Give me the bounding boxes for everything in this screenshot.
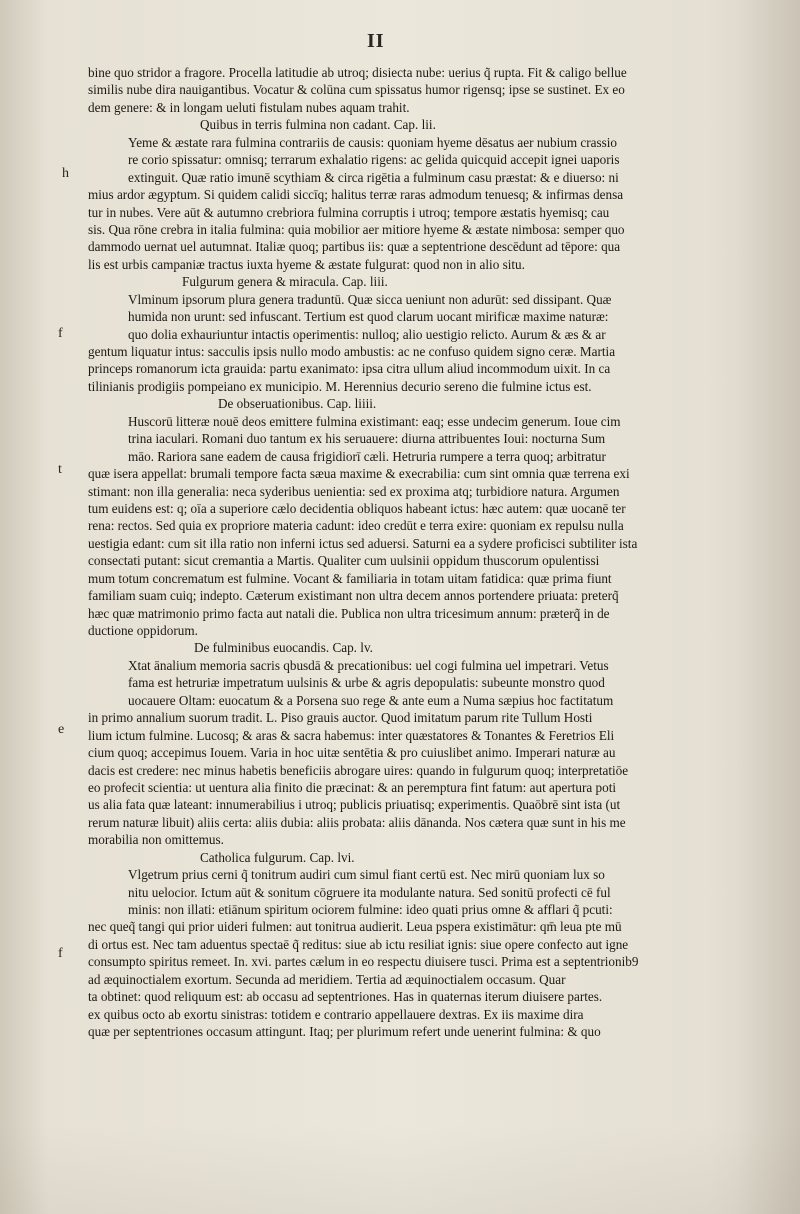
chapter-heading: Fulgurum genera & miracula. Cap. liii.: [182, 274, 388, 290]
text-line: consumpto spiritus remeet. In. xvi. partes cælum in eo respectu diuisere tusci. Prima est a septentrionib9: [88, 954, 639, 970]
text-line: ductione oppidorum.: [88, 623, 198, 638]
text-line: rerum naturæ libuit) aliis certa: aliis dubia: aliis probata: aliis dānanda. Nos cætera quæ sunt in his me: [88, 814, 626, 830]
text-line: hæc quæ matrimonio primo facta aut natali die. Publica non ultra tricesimum annum: præterq̃ in de: [88, 605, 610, 621]
text-line: trina iaculari. Romani duo tantum ex his seruauere: diurna attribuentes Ioui: nocturna Sum: [128, 431, 606, 447]
text-line: māo. Rariora sane eadem de causa frigidiorī cæli. Hetruria rumpere a terra quoq; arbitratur: [128, 448, 606, 464]
text-line: consectati putant: sicut cremantia a Martis. Qualiter cum uulsinii oppidum thuscorum opulentissi: [88, 553, 600, 569]
chapter-heading: Catholica fulgurum. Cap. lvi.: [200, 849, 355, 865]
text-line: ad æquinoctialem exortum. Secunda ad meridiem. Tertia ad æquinoctialem occasum. Quar: [88, 971, 566, 987]
text-line: nec queq̃ tangi qui prior uideri fulmen: aut tonitrua audierit. Leua pspera existimātur: qm̄ leua pte mū: [88, 919, 622, 935]
text-line: lium ictum fulmine. Lucosq; & aras & sacra habemus: inter quæstatores & Tonantes & Feretrios Eli: [88, 727, 615, 743]
main-text-block: [88, 64, 692, 1041]
text-line: uestigia edant: cum sit illa ratio non inferni ictus sed aduersi. Saturni ea a sydere proficisci subtiliter ista: [88, 535, 638, 551]
text-line: tum euidens est: q; oīa a superiore cælo decidentia obliquos habeant ictus: hæc autem: quæ uocanē ter: [88, 500, 626, 516]
text-line: Huscorū litteræ nouē deos emittere fulmina existimant: eaq; esse undecim generum. Ioue cim: [128, 413, 621, 429]
chapter-heading: Quibus in terris fulmina non cadant. Cap. lii.: [200, 117, 436, 133]
text-line: uocauere Oltam: euocatum & a Porsena suo rege & ante eum a Numa sæpius hoc factitatum: [128, 692, 614, 708]
text-line: tilinianis prodigiis pompeiano ex municipio. M. Herennius decurio sereno die fulmine ictus est.: [88, 378, 592, 394]
text-line: di ortus est. Nec tam aduentus spectaē q̃ reditus: siue ab ictu resiliat ignis: siue opere confecto aut igne: [88, 936, 629, 952]
text-line: Yeme & æstate rara fulmina contrariis de causis: quoniam hyeme dēsatus aer nubium crassio: [128, 134, 618, 150]
text-line: rena: rectos. Sed quia ex propriore materia cadunt: ideo credūt e terra exire: quoniam ex repulsu nulla: [88, 518, 624, 534]
text-line: Vlgetrum prius cerni q̃ tonitrum audiri cum simul fiant certū est. Nec mirū quoniam lux so: [128, 867, 605, 883]
text-line: sis. Qua rōne crebra in italia fulmina: quia mobilior aer mitiore hyeme & æstate nimbosa: semper quo: [88, 221, 625, 237]
guide-letter: f: [58, 946, 63, 961]
text-line: princeps romanorum icta grauida: partu exanimato: ipsa citra ullum aliud incommodum uixit. In ca: [88, 361, 611, 377]
text-line: lis est urbis campaniæ tractus iuxta hyeme & æstate fulgurat: quod non in alio situ.: [88, 256, 525, 272]
text-line: cium quoq; accepimus Iouem. Varia in hoc uitæ sentētia & pro cuiuslibet animo. Imperari naturæ au: [88, 745, 616, 761]
text-line: dem genere: & in longam ueluti fistulam nubes aquam trahit.: [88, 99, 410, 115]
text-line: familiam suam cuiq; indepto. Cæterum existimant non ultra decem annos portendere priuata: preterq̃: [88, 588, 619, 604]
text-line: mius ardor ægyptum. Si quidem calidi siccīq; halitus terræ raras admodum tenuesq; & infirmas densa: [88, 187, 624, 203]
text-line: stimant: non illa generalia: neca syderibus uenientia: sed ex proxima atq; turbidiore natura. Argumen: [88, 483, 620, 499]
text-line: mum totum concrematum est fulmine. Vocant & familiaria in totam uitam fatidica: quæ prima fiunt: [88, 570, 612, 586]
text-line: gentum liquatur intus: sacculis ipsis nullo modo ambustis: ac ne confuso quidem signo ceræ. Martia: [88, 344, 616, 359]
text-line: re corio spissatur: omnisq; terrarum exhalatio rigens: ac gelida quicquid accepit ignei uaporis: [128, 152, 620, 168]
text-line: morabilia non omittemus.: [88, 832, 224, 848]
page-bottom-shadow: [0, 1124, 800, 1214]
bleed-through-shadow: [708, 0, 800, 1214]
guide-letter: h: [62, 166, 69, 181]
folio-number: II: [367, 30, 385, 52]
guide-letter: f: [58, 326, 63, 341]
text-line: us alia fata quæ lateant: innumerabilius i utroq; publicis priuatisq; experimentis. Quaōbrē sint ista (ut: [88, 797, 621, 813]
text-line: fama est hetruriæ impetratum uulsinis & urbe & agris depopulatis: subeunte monstro quod: [128, 675, 605, 691]
text-line: tur in nubes. Vere aūt & autumno crebriora fulmina corruptis i utroq; tempore æstatis hyemisq; cau: [88, 204, 610, 220]
chapter-heading: De obseruationibus. Cap. liiii.: [218, 396, 377, 412]
text-line: nitu uelocior. Ictum aūt & sonitum cōgruere ita modulante natura. Sed sonitū profecti cē ful: [128, 884, 611, 900]
guide-letter: t: [58, 462, 62, 477]
text-line: quæ isera appellat: brumali tempore facta sæua maxime & execrabilia: cum sint omnia quæ terrena exi: [88, 466, 630, 482]
guide-letter: e: [58, 722, 65, 737]
text-line: Xtat ānalium memoria sacris qbusdā & precationibus: uel cogi fulmina uel impetrari. Vetus: [128, 657, 609, 673]
text-line: dacis est credere: nec minus habetis beneficiis abrogare uires: quando in fulgurum quoq; interpretatiōe: [88, 762, 629, 778]
text-line: minis: non illati: etiānum spiritum ociorem fulmine: ideo quati prius omne & afflari q̃ pcuti:: [128, 902, 613, 917]
text-line: Vlminum ipsorum plura genera traduntū. Quæ sicca ueniunt non adurūt: sed dissipant. Quæ: [128, 291, 612, 307]
text-line: eo profecit scientia: ut uentura alia finito die præcinat: & an peremptura fint fatum: aut apertura poti: [88, 779, 617, 795]
text-line: similis nube dira nauigantibus. Vocatur & colūna cum spissatus humor rigensq; ipse se sustinet. Ex eo: [88, 82, 625, 98]
chapter-heading: De fulminibus euocandis. Cap. lv.: [194, 640, 373, 656]
text-line: in primo annalium suorum tradit. L. Piso grauis auctor. Quod imitatum parum rite Tullum Hosti: [88, 710, 593, 726]
text-line: ex quibus octo ab exortu sinistras: totidem e contrario appellauere dextras. Ex iis maxime dira: [88, 1006, 584, 1022]
text-line: bine quo stridor a fragore. Procella latitudie ab utroq; disiecta nube: uerius q̃ rupta. Fit & caligo bellue: [88, 65, 627, 80]
text-line: humida non urunt: sed infuscant. Tertium est quod clarum uocant mirificæ maxime naturæ:: [128, 309, 609, 325]
text-line: quo dolia exhauriuntur intactis operimentis: nulloq; alio uestigio relicto. Aurum & æs & ar: [128, 326, 606, 342]
text-line: ta obtinet: quod reliquum est: ab occasu ad septentriones. Has in quaternas iterum diuisere partes.: [88, 989, 603, 1005]
text-line: quæ per septentriones occasum attingunt. Itaq; per plurimum refert unde uenerint fulmina: & quo: [88, 1024, 601, 1040]
text-line: dammodo uernat uel autumnat. Italiæ quoq; partibus iis: quæ a septentrione descēdunt ad tēpore: qua: [88, 239, 621, 255]
text-line: extinguit. Quæ ratio imunē scythiam & circa rigētia a fulminum casu præstat: & e diuerso: ni: [128, 169, 619, 185]
